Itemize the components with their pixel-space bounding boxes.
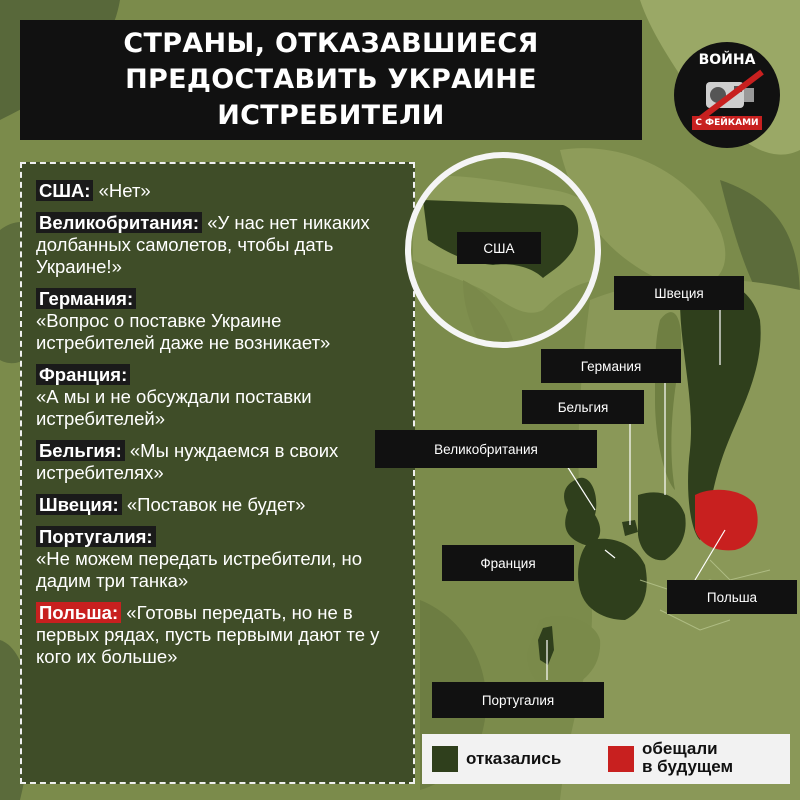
country-name: США: (36, 180, 93, 201)
quote-uk (36, 212, 399, 278)
title-line-2: ПРЕДОСТАВИТЬ УКРАИНЕ (125, 64, 537, 95)
map-label-germany: Германия (541, 349, 681, 383)
logo-top-text: ВОЙНА (698, 52, 756, 68)
quote-france (36, 364, 399, 430)
map-label-sweden: Швеция (614, 276, 744, 310)
poland-shape (695, 490, 758, 551)
country-name: Швеция: (36, 494, 122, 515)
quote-germany (36, 288, 399, 354)
legend-label-promised-2: в будущем (642, 757, 734, 776)
legend-swatch-promised (608, 746, 634, 772)
map-label-belgium: Бельгия (522, 390, 644, 424)
legend-label-promised-1: обещали (642, 739, 718, 758)
war-on-fakes-logo (674, 42, 780, 148)
country-name: Польша: (36, 602, 121, 623)
quote-text: «Вопрос о поставке Украине истребителей даже не возникает» (36, 310, 331, 353)
quote-portugal (36, 526, 399, 592)
title-banner (20, 20, 642, 140)
quote-poland (36, 602, 399, 668)
map-label-usa: США (457, 232, 541, 264)
quote-text: «Не можем передать истребители, но дадим три танка» (36, 548, 363, 591)
quote-belgium (36, 440, 399, 484)
quote-text: «Готовы передать, но не в первых рядах, пусть первыми дают те у кого их больше» (36, 602, 380, 667)
legend-label-refused: отказались (466, 749, 562, 768)
camera-icon (674, 42, 780, 148)
quote-text: «Мы нуждаемся в своих истребителях» (36, 440, 339, 483)
map-label-uk: Великобритания (375, 430, 597, 468)
quote-text: «Нет» (98, 180, 151, 201)
quote-text: «А мы и не обсуждали поставки истребителей» (36, 386, 312, 429)
title-line-3: ИСТРЕБИТЕЛИ (217, 100, 445, 131)
map-label-portugal: Португалия (432, 682, 604, 718)
logo-bottom-text: С ФЕЙКАМИ (692, 116, 762, 130)
country-name: Португалия: (36, 526, 156, 547)
legend-swatch-refused (432, 746, 458, 772)
country-name: Германия: (36, 288, 136, 309)
country-name: Бельгия: (36, 440, 125, 461)
map-legend (422, 734, 790, 784)
map-label-france: Франция (442, 545, 574, 581)
country-name: Франция: (36, 364, 130, 385)
quote-text: «У нас нет никаких долбанных самолетов, чтобы дать Украине!» (36, 212, 370, 277)
title-line-1: СТРАНЫ, ОТКАЗАВШИЕСЯ (123, 28, 539, 59)
quotes-panel (20, 162, 415, 784)
map-label-poland: Польша (667, 580, 797, 614)
country-name: Великобритания: (36, 212, 202, 233)
quote-text: «Поставок не будет» (126, 494, 306, 515)
quote-usa (36, 180, 399, 202)
quote-sweden (36, 494, 399, 516)
